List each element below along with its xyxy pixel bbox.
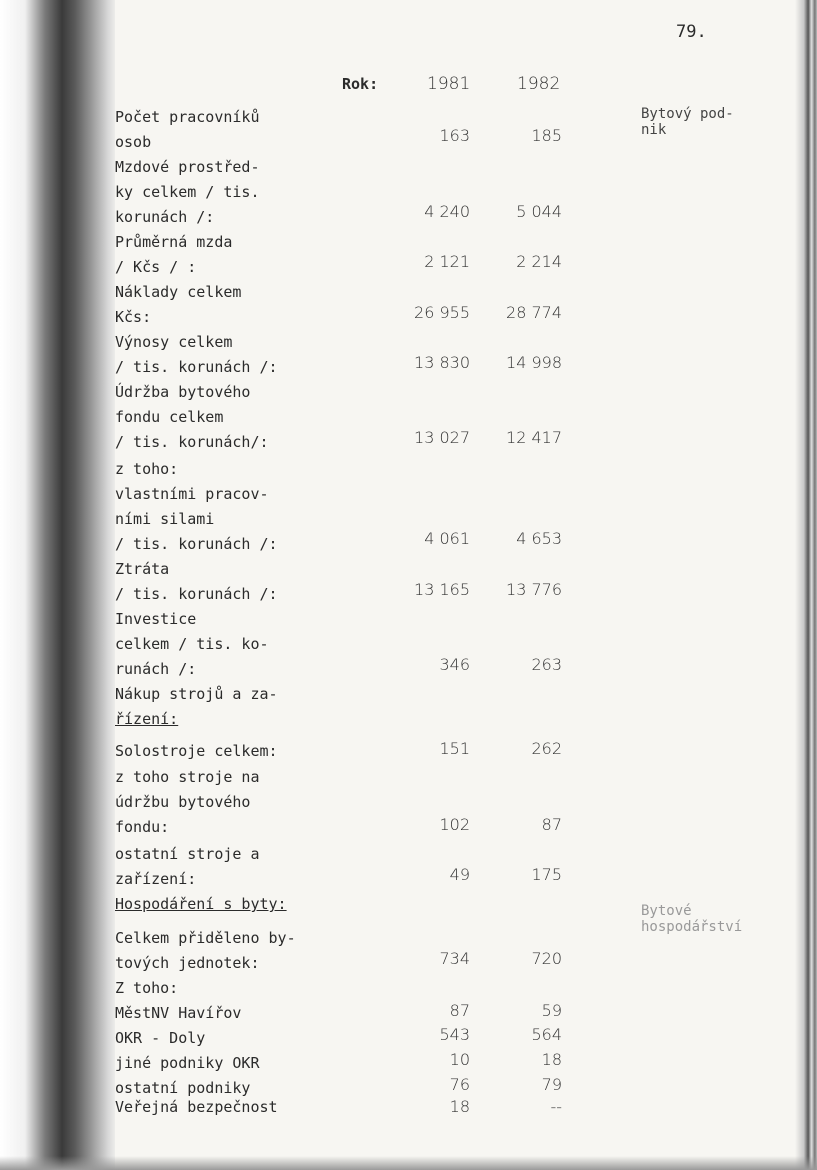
value-1981: 10 — [449, 1050, 470, 1069]
value-1982: 28 774 — [506, 303, 562, 322]
value-1982: 13 776 — [506, 580, 562, 599]
row-label: MěstNV Havířov — [115, 1004, 242, 1022]
row-label: Nákup strojů a za- — [115, 685, 278, 703]
value-1982: 5 044 — [516, 202, 562, 221]
value-1981: 4 240 — [424, 202, 470, 221]
value-1982: 4 653 — [516, 529, 562, 548]
row-label: Mzdové prostřed- — [115, 158, 260, 176]
value-1981: 13 830 — [414, 353, 470, 372]
value-1982: 720 — [531, 949, 562, 968]
value-1981: 26 955 — [414, 303, 470, 322]
row-label: Náklady celkem — [115, 283, 242, 301]
row-label: Údržba bytového — [115, 383, 251, 401]
value-1982: 14 998 — [506, 353, 562, 372]
row-label: Výnosy celkem — [115, 333, 233, 351]
side-note-bytovy-podnik: Bytový pod- — [641, 106, 734, 122]
row-label: z toho stroje na — [115, 768, 260, 786]
row-label: Počet pracovníků — [115, 108, 260, 126]
row-label: OKR - Doly — [115, 1029, 206, 1047]
row-label: Z toho: — [115, 979, 179, 997]
book-gutter-shadow — [0, 0, 115, 1170]
year-header-label: Rok: — [342, 75, 379, 93]
value-1981: 87 — [449, 1001, 470, 1020]
value-1982: 2 214 — [516, 252, 562, 271]
value-1981: 13 165 — [414, 580, 470, 599]
value-1981: 76 — [449, 1075, 470, 1094]
row-label: údržbu bytového — [115, 793, 251, 811]
row-label: fondu: — [115, 818, 170, 836]
row-label-section: řízení: — [115, 710, 179, 728]
row-label: Veřejná bezpečnost — [115, 1098, 278, 1116]
row-label: / tis. korunách /: — [115, 358, 278, 376]
side-note-hospodarstvi: hospodářství — [641, 919, 743, 935]
page-number: 79. — [676, 22, 707, 42]
row-label: Ztráta — [115, 560, 170, 578]
row-label: osob — [115, 133, 152, 151]
value-1982: 564 — [531, 1025, 562, 1044]
row-label: / Kčs / : — [115, 258, 197, 276]
page-bottom-shadow — [0, 1156, 817, 1170]
row-label: Solostroje celkem: — [115, 742, 278, 760]
row-label: jiné podniky OKR — [115, 1054, 260, 1072]
row-label: fondu celkem — [115, 408, 224, 426]
value-1981: 543 — [439, 1025, 470, 1044]
value-1982: 18 — [541, 1050, 562, 1069]
row-label: Průměrná mzda — [115, 233, 233, 251]
value-1981: 49 — [449, 865, 470, 884]
row-label: ostatní stroje a — [115, 845, 260, 863]
value-1982: 175 — [531, 865, 562, 884]
row-label-section: Hospodáření s byty: — [115, 895, 287, 913]
side-note-bytovy-podnik-cont: nik — [641, 122, 667, 138]
value-1981: 734 — [439, 949, 470, 968]
value-1981: 151 — [439, 739, 470, 758]
value-1981: 4 061 — [424, 529, 470, 548]
value-1981: 13 027 — [414, 428, 470, 447]
row-label: / tis. korunách /: — [115, 535, 278, 553]
page-edge — [795, 0, 817, 1170]
value-1981: 18 — [449, 1097, 470, 1116]
value-1981: 346 — [439, 655, 470, 674]
row-label: / tis. korunách/: — [115, 433, 269, 451]
year-header-1982: 1982 — [517, 74, 561, 94]
value-1982: 262 — [531, 739, 562, 758]
row-label: z toho: — [115, 460, 179, 478]
value-1982: 79 — [541, 1075, 562, 1094]
value-1982: 87 — [541, 815, 562, 834]
row-label: celkem / tis. ko- — [115, 635, 269, 653]
value-1982: -- — [550, 1097, 562, 1116]
value-1981: 102 — [439, 815, 470, 834]
row-label: vlastními pracov- — [115, 485, 269, 503]
row-label: / tis. korunách /: — [115, 585, 278, 603]
row-label: Celkem přiděleno by- — [115, 929, 296, 947]
row-label: runách /: — [115, 660, 197, 678]
row-label: korunách /: — [115, 208, 215, 226]
value-1982: 59 — [541, 1001, 562, 1020]
year-header-1981: 1981 — [427, 74, 471, 94]
value-1981: 2 121 — [424, 252, 470, 271]
value-1981: 163 — [439, 126, 470, 145]
row-label: zařízení: — [115, 870, 197, 888]
row-label: ostatní podniky — [115, 1079, 251, 1097]
row-label: ními silami — [115, 510, 215, 528]
row-label: Kčs: — [115, 308, 152, 326]
value-1982: 185 — [531, 126, 562, 145]
row-label: ky celkem / tis. — [115, 183, 260, 201]
value-1982: 12 417 — [506, 428, 562, 447]
row-label: tových jednotek: — [115, 954, 260, 972]
value-1982: 263 — [531, 655, 562, 674]
row-label: Investice — [115, 610, 197, 628]
side-note-bytove: Bytové — [641, 903, 692, 919]
